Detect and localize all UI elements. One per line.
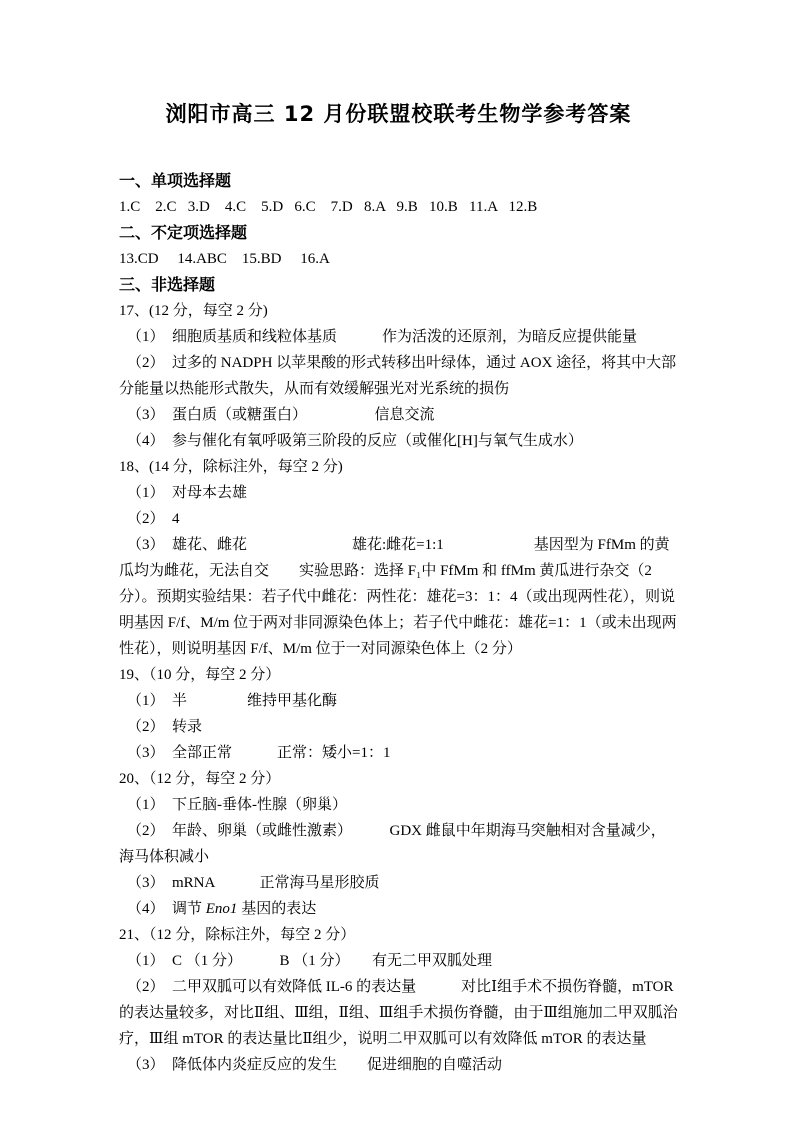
answer-line-single-choice: 1.C 2.C 3.D 4.C 5.D 6.C 7.D 8.A 9.B 10.B 11.A 12.B [119,199,538,215]
question-17-item-1: （1） 细胞质基质和线粒体基质 作为活泼的还原剂，为暗反应提供能量 [127,329,638,345]
question-19-item-2: （2） 转录 [127,719,203,735]
question-20-item-3: （3） mRNA 正常海马星形胶质 [127,875,380,891]
section-heading-multi-choice: 二、不定项选择题 [119,223,248,242]
question-18-item-2: （2） 4 [127,511,180,527]
question-21-header: 21、（12 分，除标注外，每空 2 分） [119,927,356,943]
question-21-item-3: （3） 降低体内炎症反应的发生 促进细胞的自噬活动 [127,1057,503,1073]
gene-name-eno1: Eno1 [205,901,238,917]
question-17-item-2: （2） 过多的 NADPH 以苹果酸的形式转移出叶绿体，通过 AOX 途径，将其中大部分能量以热能形式散失，从而有效缓解强光对光系统的损伤 [119,355,677,397]
question-20-item-4-prefix: （4） 调节 [127,901,206,917]
question-19-header: 19、（10 分，每空 2 分） [119,667,281,683]
question-18-item-3: （3） 雄花、雌花 雄花:雌花=1:1 基因型为 FfMm 的黄瓜均为雌花，无法自交 实验思路：选择 F₁中 FfMm 和 ffMm 黄瓜进行杂交（2 分）。预期实验结果：若子代中雌花：两性花：雄花=3：1：4（或出现两性花），则说明基因 F/f、M/m 位于两对非同源染色体上；若子代中雌花：雄花=1：1（或未出现两性花），则说明基因 F/f、M/m 位于一对同源染色体上（2 分） [119,537,677,657]
question-17-item-4: （4） 参与催化有氧呼吸第三阶段的反应（或催化[H]与氧气生成水） [127,433,583,449]
document-title: 浏阳市高三 12 月份联盟校联考生物学参考答案 [165,102,632,126]
question-17-item-3: （3） 蛋白质（或糖蛋白） 信息交流 [127,407,435,423]
question-19-item-3: （3） 全部正常 正常：矮小=1：1 [127,745,391,761]
answer-line-multi-choice: 13.CD 14.ABC 15.BD 16.A [119,251,330,267]
question-18-header: 18、(14 分，除标注外，每空 2 分) [119,459,343,475]
question-17-header: 17、(12 分，每空 2 分) [119,303,268,319]
section-heading-non-choice: 三、非选择题 [119,275,216,294]
question-20-item-2: （2） 年龄、卵巢（或雌性激素） GDX 雌鼠中年期海马突触相对含量减少，海马体积减小 [119,823,666,865]
question-20-item-1: （1） 下丘脑-垂体-性腺（卵巢） [127,797,347,813]
question-18-item-1: （1） 对母本去雄 [127,485,248,501]
question-20-item-4-suffix: 基因的表达 [237,901,317,917]
question-20-header: 20、（12 分，每空 2 分） [119,771,281,787]
question-21-item-2: （2） 二甲双胍可以有效降低 IL-6 的表达量 对比Ⅰ组手术不损伤脊髓，mTOR 的表达量较多，对比Ⅱ组、Ⅲ组，Ⅱ组、Ⅲ组手术损伤脊髓，由于Ⅲ组施加二甲双胍治疗，Ⅲ组 mTOR 的表达量比Ⅱ组少，说明二甲双胍可以有效降低 mTOR 的表达量 [119,979,678,1047]
question-19-item-1: （1） 半 维持甲基化酶 [127,693,338,709]
question-20-item-4 [119,896,678,922]
section-heading-single-choice: 一、单项选择题 [119,171,232,190]
question-21-item-1: （1） C （1 分） B （1 分） 有无二甲双胍处理 [127,953,493,969]
